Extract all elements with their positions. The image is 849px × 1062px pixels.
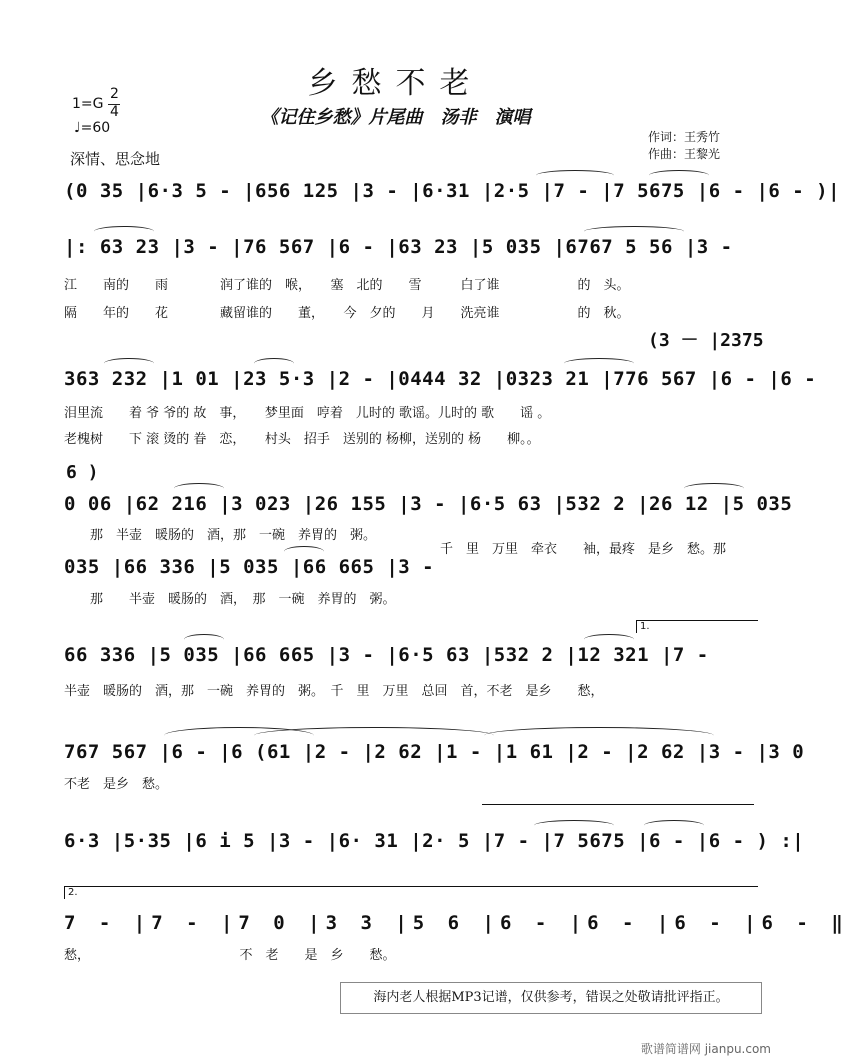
staff-notes: 035 |66 336 |5 035 |66 665 |3 - [64,556,435,578]
staff-notes: 767 567 |6 - |6 (61 |2 - |2 62 |1 - |1 61 |2 - |2 62 |3 - |3 0 [64,741,805,763]
tie [649,170,709,181]
lyrics-line: 愁， 不 老 是 乡 愁。 [64,948,396,963]
lyricist-credit: 作词：王秀竹 [648,130,721,144]
tie [684,483,744,494]
first-ending-bracket: 1. [636,620,758,633]
staff-notes: (0 35 |6·3 5 - |656 125 |3 - |6·31 |2·5 |7 - |7 5675 |6 - |6 - )| [64,180,841,202]
lyrics-verse-2: 隔 年的 花 藏留谁的 董， 今 夕的 月 洗亮谁 的 秋。 [64,306,630,321]
tie [644,820,704,831]
staff-line-1 [64,172,841,216]
composer-credit: 作曲：王黎光 [648,147,721,161]
tie [564,358,634,369]
meter-top: 2 [110,86,119,102]
staff-notes: 0 06 |62 216 |3 023 |26 155 |3 - |6·5 63 |532 2 |26 12 |5 035 [64,493,793,515]
staff-line-6 [64,636,754,680]
staff-notes: 66 336 |5 035 |66 665 |3 - |6·5 63 |532 2 |12 321 |7 - [64,644,709,666]
pickup-notes: (3 － |2375 [648,330,764,351]
lyrics-line: 不老 是乡 愁。 [64,777,169,792]
lyrics-verse-2: 老槐树 下 滚 烫的 眷 恋， 村头 招手 送别的 杨柳，送别的 杨 柳。。 [64,432,540,447]
tie [536,170,614,181]
ending-notes: 6 ) [66,462,99,483]
tie [534,820,614,831]
staff-notes: 363 232 |1 01 |23 5·3 |2 - |0444 32 |0323 21 |776 567 |6 - |6 - [64,368,817,390]
staff-line-7 [64,733,805,777]
slur [254,727,494,744]
tempo-marking: ♩=60 [74,120,111,136]
song-subtitle: 《记住乡愁》片尾曲 汤非 演唱 [260,107,531,128]
staff-line-9 [64,904,849,948]
second-ending-bracket: 2. [64,886,758,899]
key-signature: 1=G [72,96,104,112]
staff-line-5 [64,548,444,592]
lyrics-line: 千 里 万里 牵衣 袖，最疼 是乡 愁。那 [440,542,727,557]
tie [94,226,154,237]
song-title: 乡愁不老 [307,66,484,101]
meter-bottom: 4 [110,104,119,120]
lyrics-line: 半壶 暖肠的 酒，那 一碗 养胃的 粥。 千 里 万里 总回 首，不老 是乡 愁， [64,684,604,699]
tie [254,358,294,369]
lyrics-line: 那 半壶 暖肠的 酒， 那 一碗 养胃的 粥。 [90,592,396,607]
repeat-bracket [482,804,754,805]
site-watermark: 歌谱简谱网 jianpu.com [640,1042,771,1056]
expression-marking: 深情、思念地 [70,150,161,168]
staff-line-3 [64,360,817,404]
tie [184,634,224,645]
lyrics-verse-1: 江 南的 雨 润了谁的 喉， 塞 北的 雪 白了谁 的 头。 [64,278,630,293]
lyrics-verse-1: 泪里流 着 爷 爷的 故 事， 梦里面 哼着 儿时的 歌谣。儿时的 歌 谣 。 [64,406,551,421]
tie [104,358,154,369]
staff-line-2 [64,228,754,272]
staff-notes: 7 - |7 - |7 0 |3 3 |5 6 |6 - |6 - |6 - |6 - ‖ [64,912,849,934]
slur [484,727,714,744]
staff-notes: |: 63 23 |3 - |76 567 |6 - |63 23 |5 035 |6767 5 56 |3 - [64,236,733,258]
transcriber-note: 海内老人根据MP3记谱，仅供参考，错误之处敬请批评指正。 [340,982,762,1014]
tie [284,546,324,557]
staff-line-4 [64,485,793,529]
lyrics-line: 那 半壶 暖肠的 酒，那 一碗 养胃的 粥。 [90,528,377,543]
tie [584,634,634,645]
tie [584,226,684,237]
tie [174,483,224,494]
staff-line-8 [64,822,805,866]
staff-notes: 6·3 |5·35 |6 i 5 |3 - |6· 31 |2· 5 |7 - |7 5675 |6 - |6 - ) :| [64,830,805,852]
